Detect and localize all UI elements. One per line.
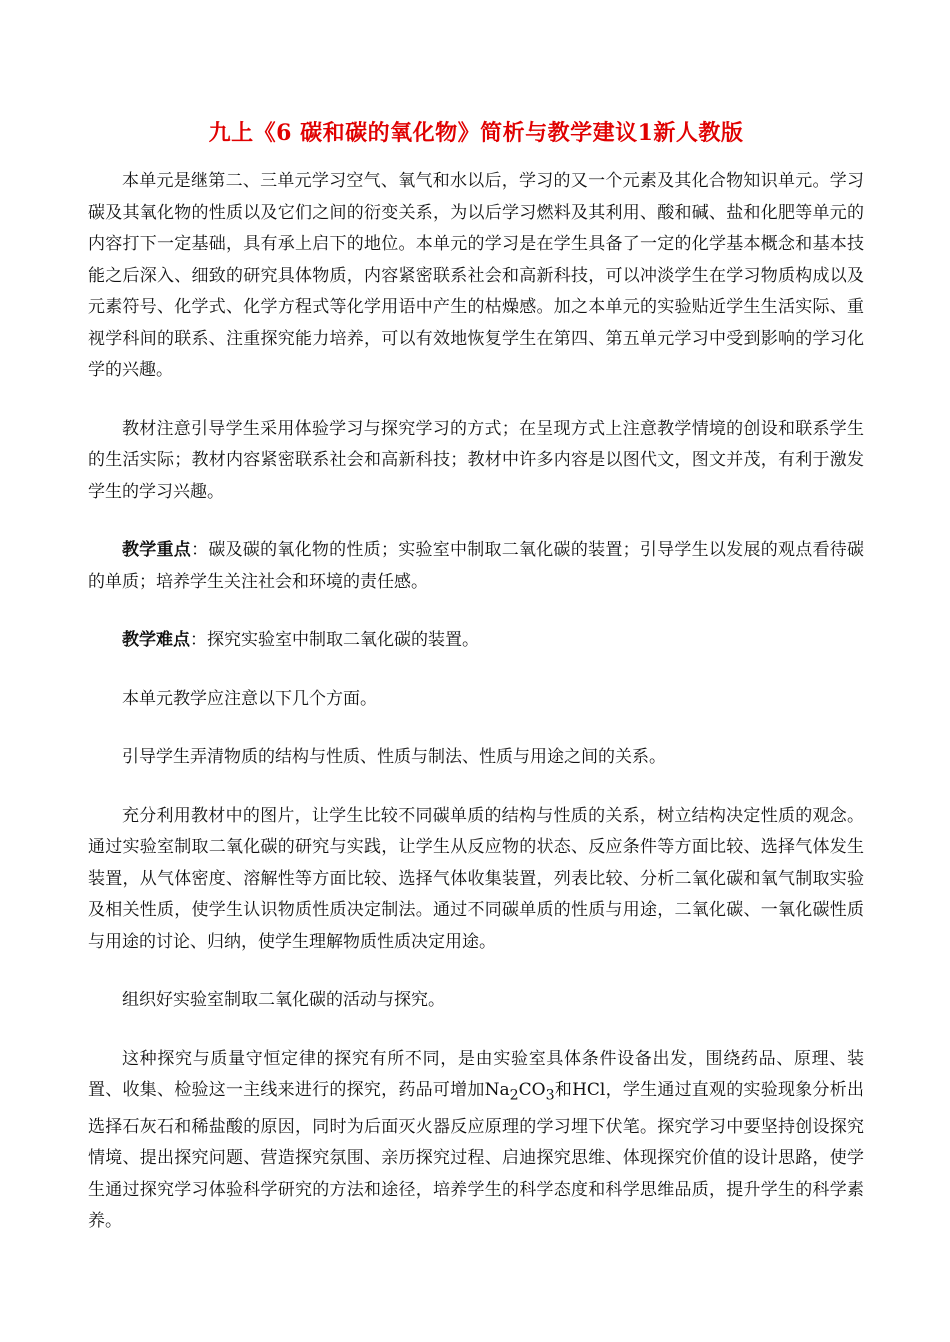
- paragraph-textbook-features: 教材注意引导学生采用体验学习与探究学习的方式；在呈现方式上注意教学情境的创设和联系学生的生活实际；教材内容紧密联系社会和高新科技；教材中许多内容是以图代文，图文并茂，有利于激发学生的学习兴趣。: [88, 418, 864, 502]
- formula-subscript-3: 3: [545, 1087, 555, 1104]
- paragraph-use-pictures: 充分利用教材中的图片，让学生比较不同碳单质的结构与性质的关系，树立结构决定性质的观念。通过实验室制取二氧化碳的研究与实践，让学生从反应物的状态、反应条件等方面比较、选择气体发生装置，从气体密度、溶解性等方面比较、选择气体收集装置，列表比较、分析二氧化碳和氧气制取实验及相关性质，使学生认识物质性质决定制法。通过不同碳单质的性质与用途，二氧化碳、一氧化碳性质与用途的讨论、归纳，使学生理解物质性质决定用途。: [88, 805, 864, 952]
- paragraph-unit-overview: 本单元是继第二、三单元学习空气、氧气和水以后，学习的又一个元素及其化合物知识单元。学习碳及其氧化物的性质以及它们之间的衍变关系，为以后学习燃料及其利用、酸和碱、盐和化肥等单元的内容打下一定基础，具有承上启下的地位。本单元的学习是在学生具备了一定的化学基本概念和基本技能之后深入、细致的研究具体物质，内容紧密联系社会和高新科技，可以冲淡学生在学习物质构成以及元素符号、化学式、化学方程式等化学用语中产生的枯燥感。加之本单元的实验贴近学生生活实际、重视学科间的联系、注重探究能力培养，可以有效地恢复学生在第四、第五单元学习中受到影响的学习化学的兴趣。: [88, 171, 864, 380]
- paragraph-aspects-intro: 本单元教学应注意以下几个方面。: [122, 688, 377, 709]
- inquiry-text-part1: 这种探究与质量守恒定律的探究有所不同，是由实验室具体条件设备出发，围绕药品、原理、装置、收集、检验这一主线来进行的探究，药品可增加: [88, 1048, 864, 1100]
- paragraph-inquiry-details: [88, 1044, 864, 1238]
- formula-co: CO: [518, 1080, 546, 1100]
- formula-subscript-2: 2: [509, 1087, 519, 1104]
- teaching-difficulty-text: ：探究实验室中制取二氧化碳的装置。: [190, 630, 479, 650]
- inquiry-text-part2: 和HCl，学生通过直观的实验现象分析出选择石灰石和稀盐酸的原因，同时为后面灭火器反应原理的学习埋下伏笔。探究学习中要坚持创设探究情境、提出探究问题、营造探究氛围、亲历探究过程、启迪探究思维、体现探究价值的设计思路，使学生通过探究学习体验科学研究的方法和途径，培养学生的科学态度和科学思维品质，提升学生的科学素养。: [88, 1080, 864, 1232]
- paragraph-teaching-difficulty: [88, 625, 864, 657]
- formula-na: Na: [484, 1080, 510, 1100]
- document-title: 九上《6 碳和碳的氧化物》简析与教学建议1新人教版: [208, 120, 744, 146]
- paragraph-relationships: 引导学生弄清物质的结构与性质、性质与制法、性质与用途之间的关系。: [122, 747, 666, 767]
- document-page: [88, 118, 864, 1265]
- teaching-focus-label: 教学重点: [122, 540, 192, 560]
- paragraph-organize-inquiry: 组织好实验室制取二氧化碳的活动与探究。: [122, 990, 445, 1010]
- teaching-difficulty-label: 教学难点: [122, 630, 190, 650]
- paragraph-teaching-focus: [88, 535, 864, 598]
- teaching-focus-text: ：碳及碳的氧化物的性质；实验室中制取二氧化碳的装置；引导学生以发展的观点看待碳的单质；培养学生关注社会和环境的责任感。: [88, 540, 865, 592]
